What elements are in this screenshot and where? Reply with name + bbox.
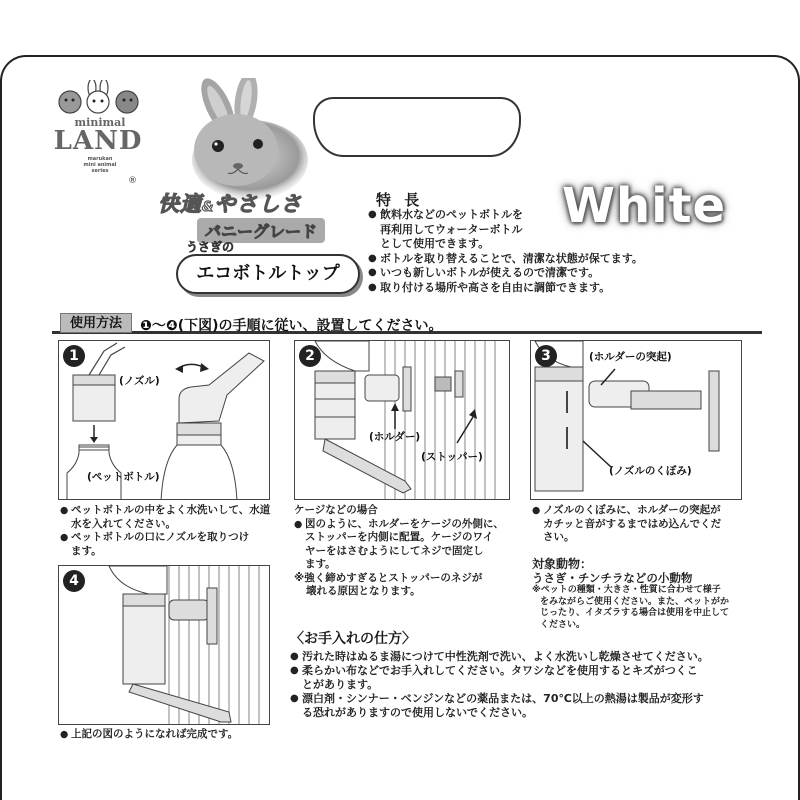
step-4-notes — [60, 728, 280, 742]
care-item: ● 柔らかい布などでお手入れしてください。タワシなどを使用するとキズがつくこ とがあります。 — [290, 664, 760, 692]
logo-minimal-text: minimal — [74, 116, 126, 129]
logo-land-text: LAND — [53, 126, 143, 156]
care-item: ● 漂白剤・シンナー・ベンジンなどの薬品または、70℃以上の熱湯は製品が変形す る恐れがありますので使用しないでください。 — [290, 692, 760, 720]
target-text: うさぎ・チンチラなどの小動物 — [532, 570, 693, 585]
registered-mark: ® — [128, 176, 137, 186]
bottle-callout: (ペットボトル) — [87, 471, 160, 483]
brand-logo — [48, 80, 148, 185]
step-2-notes — [294, 504, 524, 599]
holder-tab-callout: (ホルダーの突起) — [589, 351, 672, 363]
care-item: ● 汚れた時はぬるま湯につけて中性洗剤で洗い、よく水洗いし乾燥させてください。 — [290, 650, 760, 664]
feature-item: ● 飲料水などのペットボトルを 再利用してウォーターボトル として使用できます。 — [368, 208, 698, 252]
logo-animals-icon — [54, 80, 142, 114]
grade-label: バニーグレード — [197, 218, 325, 243]
tagline-main: 快適&やさしさ — [158, 192, 303, 216]
step-4-panel — [58, 565, 270, 725]
step-number: 4 — [63, 570, 85, 592]
usage-badge: 使用方法 — [60, 313, 132, 333]
target-caution: ※ペットの種類・大きさ・性質に合わせて様子 をみながらご使用ください。また、ペットがか じったり、イタズラする場合は使用を中止して ください。 — [532, 585, 730, 630]
color-label: White — [562, 178, 727, 234]
logo-sub-text: marukan mini animal series — [83, 156, 117, 174]
note-item: ● ペットボトルの口にノズルを取りつけ ます。 — [60, 531, 280, 558]
step-number: 2 — [299, 345, 321, 367]
step-number: 3 — [535, 345, 557, 367]
care-list — [290, 650, 760, 720]
note-item: ● ペットボトルの中をよく水洗いして、水道 水を入れてください。 — [60, 504, 280, 531]
step-4-illustration — [59, 566, 270, 725]
step-3-panel — [530, 340, 742, 500]
feature-item: ● いつも新しいボトルが使えるので清潔です。 — [368, 266, 698, 281]
nozzle-groove-callout: (ノズルのくぼみ) — [609, 465, 692, 477]
step-number: 1 — [63, 345, 85, 367]
feature-item: ● ボトルを取り替えることで、清潔な状態が保てます。 — [368, 252, 698, 267]
note-item: ● 上記の図のようになれば完成です。 — [60, 728, 280, 742]
hang-hole — [313, 97, 521, 157]
care-heading: 〈お手入れの仕方〉 — [290, 631, 416, 647]
stopper-callout: (ストッパー) — [421, 451, 483, 463]
target-animals — [532, 558, 762, 631]
step-2-panel — [294, 340, 510, 500]
rabbit-photo — [178, 78, 323, 203]
features-heading: 特 長 — [376, 191, 424, 209]
feature-item: ● 取り付ける場所や高さを自由に調節できます。 — [368, 281, 698, 296]
nozzle-callout: (ノズル) — [119, 375, 160, 387]
usagi-label: うさぎの — [186, 240, 235, 254]
note-item: ● ノズルのくぼみに、ホルダーの突起が カチッと音がするまではめ込んでくだ さい。 — [532, 504, 762, 545]
step-1-panel — [58, 340, 270, 500]
step-2-illustration — [295, 341, 510, 500]
target-heading: 対象動物： — [532, 557, 593, 571]
step-2-caution: ※強く締めすぎるとストッパーのネジが 壊れる原因となります。 — [294, 571, 483, 597]
step-3-notes — [532, 504, 762, 545]
step-2-heading: ケージなどの場合 — [294, 504, 378, 516]
usage-instruction: ❶～❹(下図)の手順に従い、設置してください。 — [140, 318, 443, 334]
note-item: ● 図のように、ホルダーをケージの外側に、 ストッパーを内側に配置。ケージのワイ ヤーをはさむようにしてネジで固定し ます。 — [294, 518, 524, 572]
holder-callout: (ホルダー) — [369, 431, 421, 443]
step-1-notes — [60, 504, 280, 558]
product-name: エコボトルトップ — [176, 254, 360, 294]
